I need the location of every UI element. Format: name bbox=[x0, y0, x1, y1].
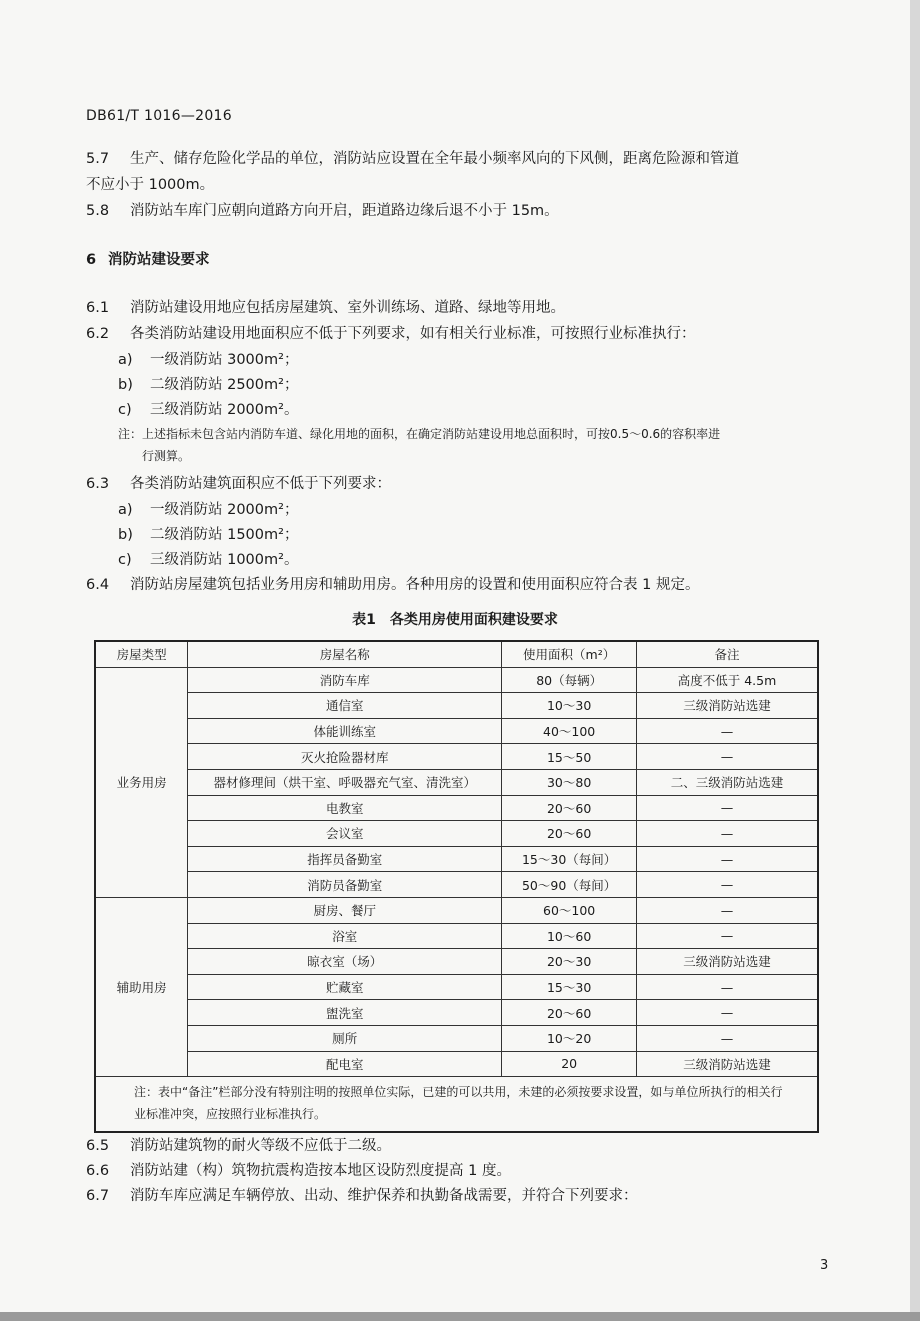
cell-area: 15～30（每间） bbox=[502, 846, 637, 872]
table-row bbox=[95, 821, 818, 847]
clause-6-4: 6.4 消防站房屋建筑包括业务用房和辅助用房。各种用房的设置和使用面积应符合表 1 规定。 bbox=[86, 577, 700, 593]
table-row bbox=[95, 949, 818, 975]
room-area-table bbox=[94, 640, 819, 1133]
cell-name: 通信室 bbox=[188, 693, 502, 719]
table-row bbox=[95, 693, 818, 719]
cell-name: 贮藏室 bbox=[188, 974, 502, 1000]
clause-5-8: 5.8 消防站车库门应朝向道路方向开启，距道路边缘后退不小于 15m。 bbox=[86, 203, 559, 219]
clause-6-3: 6.3 各类消防站建筑面积应不低于下列要求： bbox=[86, 476, 391, 492]
table-caption: 表1 各类用房使用面积建设要求 bbox=[352, 612, 558, 628]
table-row bbox=[95, 872, 818, 898]
cell-area: 20～60 bbox=[502, 821, 637, 847]
clause-5-7: 5.7 生产、储存危险化学品的单位，消防站应设置在全年最小频率风向的下风侧，距离危险源和管道 bbox=[86, 151, 739, 167]
table-row bbox=[95, 769, 818, 795]
cell-remark: — bbox=[636, 897, 818, 923]
document-header: DB61/T 1016—2016 bbox=[86, 108, 232, 124]
page-number: 3 bbox=[820, 1258, 829, 1273]
table-row bbox=[95, 923, 818, 949]
cell-name: 晾衣室（场） bbox=[188, 949, 502, 975]
cell-remark: 三级消防站选建 bbox=[636, 949, 818, 975]
clause-6-2-a: a) 一级消防站 3000m²； bbox=[118, 352, 299, 368]
cell-remark: — bbox=[636, 872, 818, 898]
cell-remark: — bbox=[636, 923, 818, 949]
table-row bbox=[95, 667, 818, 693]
group-auxiliary: 辅助用房 bbox=[95, 897, 188, 1076]
table-row bbox=[95, 718, 818, 744]
cell-area: 40～100 bbox=[502, 718, 637, 744]
scan-edge-bottom bbox=[0, 1312, 920, 1321]
table-row bbox=[95, 1025, 818, 1051]
clause-6-7: 6.7 消防车库应满足车辆停放、出动、维护保养和执勤备战需要，并符合下列要求： bbox=[86, 1188, 638, 1204]
cell-name: 灭火抢险器材库 bbox=[188, 744, 502, 770]
cell-name: 会议室 bbox=[188, 821, 502, 847]
cell-name: 指挥员备勤室 bbox=[188, 846, 502, 872]
cell-name: 厨房、餐厅 bbox=[188, 897, 502, 923]
cell-remark: 三级消防站选建 bbox=[636, 1051, 818, 1077]
cell-name: 器材修理间（烘干室、呼吸器充气室、清洗室） bbox=[188, 769, 502, 795]
table-row bbox=[95, 897, 818, 923]
table-header-row bbox=[95, 641, 818, 667]
cell-remark: 三级消防站选建 bbox=[636, 693, 818, 719]
cell-remark: — bbox=[636, 846, 818, 872]
cell-area: 20 bbox=[502, 1051, 637, 1077]
clause-6-3-a: a) 一级消防站 2000m²； bbox=[118, 502, 299, 518]
cell-area: 30～80 bbox=[502, 769, 637, 795]
clause-6-3-b: b) 二级消防站 1500m²； bbox=[118, 527, 299, 543]
col-header-name: 房屋名称 bbox=[188, 641, 502, 667]
clause-6-2-c: c) 三级消防站 2000m²。 bbox=[118, 402, 299, 418]
cell-remark: — bbox=[636, 1025, 818, 1051]
cell-name: 消防车库 bbox=[188, 667, 502, 693]
cell-name: 体能训练室 bbox=[188, 718, 502, 744]
table-row bbox=[95, 1051, 818, 1077]
cell-area: 60～100 bbox=[502, 897, 637, 923]
cell-area: 15～30 bbox=[502, 974, 637, 1000]
table-row bbox=[95, 974, 818, 1000]
col-header-type: 房屋类型 bbox=[95, 641, 188, 667]
table-row bbox=[95, 744, 818, 770]
cell-area: 80（每辆） bbox=[502, 667, 637, 693]
clause-6-6: 6.6 消防站建（构）筑物抗震构造按本地区设防烈度提高 1 度。 bbox=[86, 1163, 511, 1179]
cell-remark: — bbox=[636, 795, 818, 821]
clause-6-3-c: c) 三级消防站 1000m²。 bbox=[118, 552, 299, 568]
cell-area: 20～60 bbox=[502, 1000, 637, 1026]
cell-name: 消防员备勤室 bbox=[188, 872, 502, 898]
clause-5-7-cont: 不应小于 1000m。 bbox=[86, 177, 215, 193]
clause-6-2-b: b) 二级消防站 2500m²； bbox=[118, 377, 299, 393]
col-header-remark: 备注 bbox=[636, 641, 818, 667]
cell-area: 20～30 bbox=[502, 949, 637, 975]
table-note-row bbox=[95, 1077, 818, 1133]
table-row bbox=[95, 795, 818, 821]
clause-6-2-note-cont: 行测算。 bbox=[142, 449, 191, 463]
clause-6-2: 6.2 各类消防站建设用地面积应不低于下列要求，如有相关行业标准，可按照行业标准执行： bbox=[86, 326, 696, 342]
section-6-heading: 6 消防站建设要求 bbox=[86, 252, 210, 268]
cell-name: 电教室 bbox=[188, 795, 502, 821]
table-row bbox=[95, 846, 818, 872]
cell-remark: — bbox=[636, 744, 818, 770]
cell-area: 50～90（每间） bbox=[502, 872, 637, 898]
cell-area: 10～20 bbox=[502, 1025, 637, 1051]
cell-name: 盥洗室 bbox=[188, 1000, 502, 1026]
cell-name: 配电室 bbox=[188, 1051, 502, 1077]
cell-name: 厕所 bbox=[188, 1025, 502, 1051]
clause-6-1: 6.1 消防站建设用地应包括房屋建筑、室外训练场、道路、绿地等用地。 bbox=[86, 300, 565, 316]
group-business: 业务用房 bbox=[95, 667, 188, 897]
scan-edge-right bbox=[910, 0, 920, 1312]
cell-remark: — bbox=[636, 821, 818, 847]
clause-6-2-note: 注：上述指标未包含站内消防车道、绿化用地的面积，在确定消防站建设用地总面积时，可按0.5～0.6的容积率进 bbox=[118, 427, 721, 441]
cell-remark: 二、三级消防站选建 bbox=[636, 769, 818, 795]
cell-remark: 高度不低于 4.5m bbox=[636, 667, 818, 693]
table-note: 注：表中“备注”栏部分没有特别注明的按照单位实际，已建的可以共用，未建的必须按要求设置，如与单位所执行的相关行业标准冲突，应按照行业标准执行。 bbox=[95, 1077, 818, 1133]
cell-remark: — bbox=[636, 974, 818, 1000]
cell-remark: — bbox=[636, 1000, 818, 1026]
table-row bbox=[95, 1000, 818, 1026]
cell-area: 20～60 bbox=[502, 795, 637, 821]
cell-area: 15～50 bbox=[502, 744, 637, 770]
cell-area: 10～60 bbox=[502, 923, 637, 949]
cell-remark: — bbox=[636, 718, 818, 744]
clause-6-5: 6.5 消防站建筑物的耐火等级不应低于二级。 bbox=[86, 1138, 391, 1154]
col-header-area: 使用面积（m²） bbox=[502, 641, 637, 667]
cell-area: 10～30 bbox=[502, 693, 637, 719]
cell-name: 浴室 bbox=[188, 923, 502, 949]
